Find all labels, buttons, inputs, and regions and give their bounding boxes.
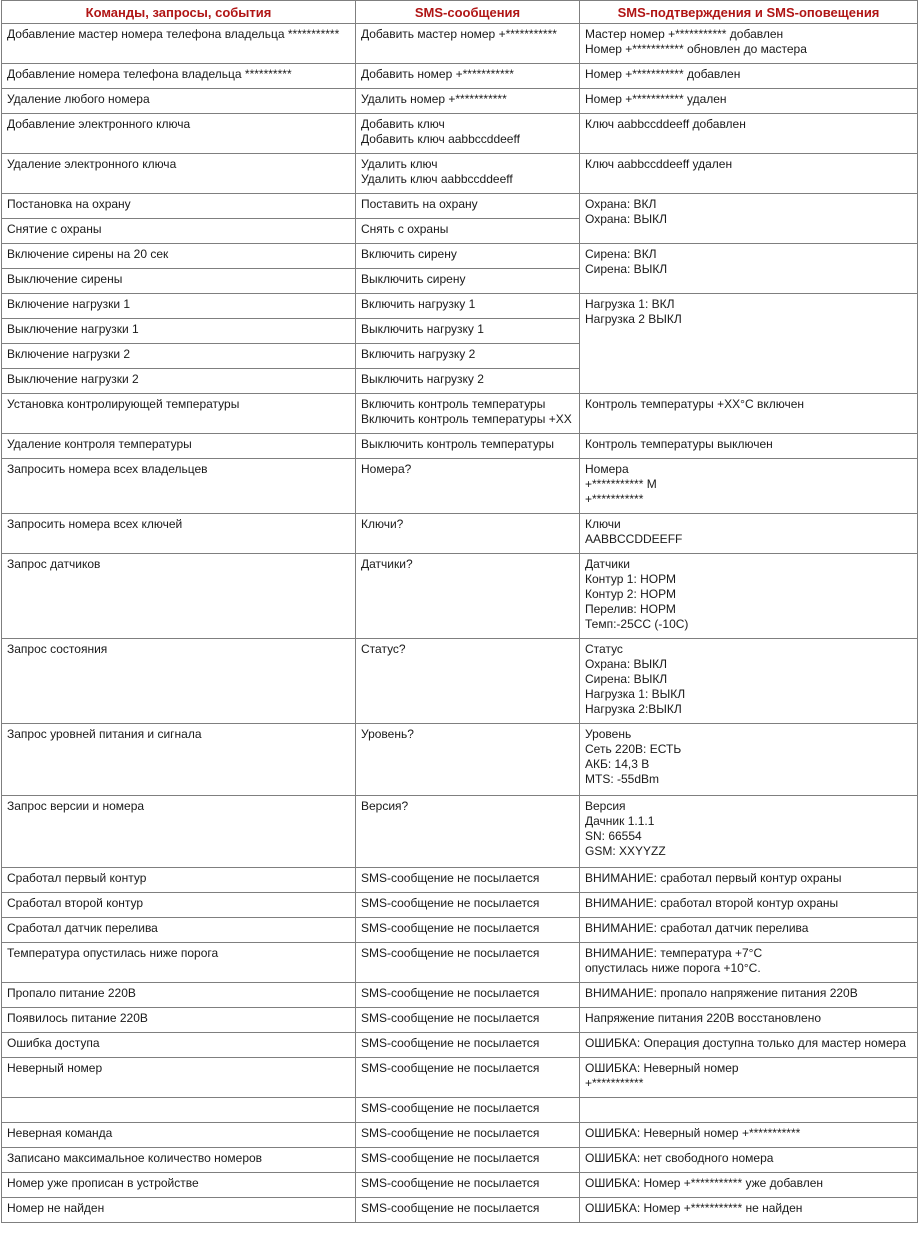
reply-text: Охрана: ВКЛ — [585, 197, 657, 211]
cell-sms — [356, 269, 580, 294]
table-row — [2, 796, 918, 868]
cell-sms — [356, 893, 580, 918]
sms-text: Включить сирену — [361, 247, 457, 261]
sms-text: Поставить на охрану — [361, 197, 478, 211]
cmd-text: Включение нагрузки 2 — [7, 347, 131, 361]
cmd-text: Неверная команда — [7, 1126, 113, 1140]
cell-reply — [580, 1148, 918, 1173]
reply-text: Мастер номер +*********** добавлен — [585, 27, 784, 41]
cell-sms — [356, 89, 580, 114]
cell-sms — [356, 724, 580, 796]
sms-text: SMS-сообщение не посылается — [361, 946, 540, 960]
cell-sms — [356, 319, 580, 344]
cell-cmd — [2, 1033, 356, 1058]
reply-text: Нагрузка 2:ВЫКЛ — [585, 702, 682, 716]
reply-text: SN: 66554 — [585, 829, 642, 843]
table-row — [2, 554, 918, 639]
sms-text: SMS-сообщение не посылается — [361, 871, 540, 885]
sms-text: SMS-сообщение не посылается — [361, 1151, 540, 1165]
cmd-text: Сработал первый контур — [7, 871, 147, 885]
cell-cmd — [2, 459, 356, 514]
cell-sms — [356, 796, 580, 868]
header-sms: SMS-сообщения — [356, 1, 580, 24]
sms-text: Статус? — [361, 642, 406, 656]
cell-reply — [580, 639, 918, 724]
table-row — [2, 983, 918, 1008]
cell-sms — [356, 114, 580, 154]
sms-text: SMS-сообщение не посылается — [361, 921, 540, 935]
reply-text: Сирена: ВКЛ — [585, 247, 657, 261]
reply-text: GSM: XXYYZZ — [585, 844, 666, 858]
cell-sms — [356, 1148, 580, 1173]
reply-text: AABBCCDDEEFF — [585, 532, 683, 546]
cell-cmd — [2, 1148, 356, 1173]
cmd-text: Добавление номера телефона владельца ********** — [7, 67, 292, 81]
reply-text: ВНИМАНИЕ: сработал датчик перелива — [585, 921, 809, 935]
reply-text: Нагрузка 1: ВЫКЛ — [585, 687, 686, 701]
cell-reply — [580, 893, 918, 918]
table-row — [2, 724, 918, 796]
reply-text: опустилась ниже порога +10°C. — [585, 961, 761, 975]
reply-text: Уровень — [585, 727, 632, 741]
cell-cmd — [2, 639, 356, 724]
table-row — [2, 154, 918, 194]
reply-text: Номер +*********** добавлен — [585, 67, 741, 81]
cell-reply — [580, 394, 918, 434]
cell-reply — [580, 943, 918, 983]
reply-text: Темп:-25CC (-10C) — [585, 617, 689, 631]
cell-cmd — [2, 24, 356, 64]
cmd-text: Температура опустилась ниже порога — [7, 946, 219, 960]
cell-reply — [580, 194, 918, 244]
table-row — [2, 1123, 918, 1148]
sms-text: Выключить контроль температуры — [361, 437, 554, 451]
cmd-text: Установка контролирующей температуры — [7, 397, 240, 411]
cmd-text: Включение сирены на 20 сек — [7, 247, 169, 261]
cell-reply — [580, 1198, 918, 1223]
reply-text: Номер +*********** обновлен до мастера — [585, 42, 807, 56]
reply-text: Контроль температуры +XX°C включен — [585, 397, 804, 411]
cell-sms — [356, 154, 580, 194]
reply-text: ОШИБКА: Операция доступна только для мастер номера — [585, 1036, 906, 1050]
cell-cmd — [2, 294, 356, 319]
cmd-text: Постановка на охрану — [7, 197, 131, 211]
reply-text: ОШИБКА: Неверный номер +*********** — [585, 1126, 801, 1140]
table-row — [2, 394, 918, 434]
reply-text: ВНИМАНИЕ: пропало напряжение питания 220В — [585, 986, 858, 1000]
reply-text: Нагрузка 1: ВКЛ — [585, 297, 675, 311]
reply-text: Сирена: ВЫКЛ — [585, 672, 668, 686]
sms-text: SMS-сообщение не посылается — [361, 1176, 540, 1190]
reply-text: ОШИБКА: Номер +*********** уже добавлен — [585, 1176, 823, 1190]
cmd-text: Запрос состояния — [7, 642, 108, 656]
table-row — [2, 459, 918, 514]
reply-text: ВНИМАНИЕ: сработал первый контур охраны — [585, 871, 842, 885]
cell-sms — [356, 344, 580, 369]
cell-cmd — [2, 893, 356, 918]
cell-sms — [356, 1123, 580, 1148]
cell-reply — [580, 1033, 918, 1058]
reply-text: ВНИМАНИЕ: температура +7°C — [585, 946, 763, 960]
table-row — [2, 1148, 918, 1173]
cell-cmd — [2, 554, 356, 639]
cell-cmd — [2, 154, 356, 194]
cmd-text: Добавление мастер номера телефона владельца *********** — [7, 27, 340, 41]
cell-sms — [356, 918, 580, 943]
table-body — [2, 24, 918, 1223]
cell-cmd — [2, 1123, 356, 1148]
sms-text: SMS-сообщение не посылается — [361, 1036, 540, 1050]
sms-text: Удалить ключ — [361, 157, 438, 171]
reply-text: +*********** M — [585, 477, 657, 491]
sms-text: Добавить мастер номер +*********** — [361, 27, 557, 41]
reply-text: Напряжение питания 220В восстановлено — [585, 1011, 821, 1025]
cell-sms — [356, 1198, 580, 1223]
cell-cmd — [2, 1008, 356, 1033]
reply-text: Датчики — [585, 557, 630, 571]
cell-reply — [580, 114, 918, 154]
cell-reply — [580, 459, 918, 514]
cell-reply — [580, 1008, 918, 1033]
cmd-text: Выключение нагрузки 2 — [7, 372, 139, 386]
reply-text: Контур 1: НОРМ — [585, 572, 677, 586]
table-row — [2, 64, 918, 89]
cell-cmd — [2, 1198, 356, 1223]
cell-cmd — [2, 724, 356, 796]
cell-cmd — [2, 796, 356, 868]
cell-cmd — [2, 1173, 356, 1198]
table-row — [2, 1033, 918, 1058]
cell-reply — [580, 294, 918, 394]
reply-text: Номера — [585, 462, 629, 476]
cmd-text: Запрос версии и номера — [7, 799, 145, 813]
header-commands: Команды, запросы, события — [2, 1, 356, 24]
table-row — [2, 434, 918, 459]
table-row — [2, 24, 918, 64]
cell-cmd — [2, 269, 356, 294]
sms-text: Выключить нагрузку 1 — [361, 322, 484, 336]
sms-text: SMS-сообщение не посылается — [361, 986, 540, 1000]
cell-reply — [580, 24, 918, 64]
cell-reply — [580, 514, 918, 554]
cell-cmd — [2, 194, 356, 219]
cell-cmd — [2, 114, 356, 154]
cell-reply — [580, 724, 918, 796]
cmd-text: Пропало питание 220В — [7, 986, 136, 1000]
sms-text: Уровень? — [361, 727, 414, 741]
table-row — [2, 893, 918, 918]
cmd-text: Запросить номера всех владельцев — [7, 462, 208, 476]
cell-sms — [356, 369, 580, 394]
sms-text: Удалить ключ aabbccddeeff — [361, 172, 513, 186]
cell-sms — [356, 983, 580, 1008]
cell-sms — [356, 24, 580, 64]
cell-sms — [356, 394, 580, 434]
cell-cmd — [2, 244, 356, 269]
header-replies: SMS-подтверждения и SMS-оповещения — [580, 1, 918, 24]
cell-cmd — [2, 1098, 356, 1123]
table-row — [2, 89, 918, 114]
reply-text: +*********** — [585, 1076, 644, 1090]
cell-sms — [356, 1033, 580, 1058]
cell-reply — [580, 1058, 918, 1098]
reply-text: Контроль температуры выключен — [585, 437, 773, 451]
sms-text: Добавить номер +*********** — [361, 67, 514, 81]
reply-text: Версия — [585, 799, 626, 813]
sms-text: SMS-сообщение не посылается — [361, 1011, 540, 1025]
cell-reply — [580, 1173, 918, 1198]
cell-sms — [356, 194, 580, 219]
cell-cmd — [2, 434, 356, 459]
cmd-text: Появилось питание 220В — [7, 1011, 148, 1025]
reply-text: Сирена: ВЫКЛ — [585, 262, 668, 276]
reply-text: ОШИБКА: нет свободного номера — [585, 1151, 774, 1165]
table-row — [2, 1058, 918, 1098]
reply-text: ВНИМАНИЕ: сработал второй контур охраны — [585, 896, 839, 910]
sms-text: SMS-сообщение не посылается — [361, 896, 540, 910]
cell-cmd — [2, 344, 356, 369]
sms-text: Выключить нагрузку 2 — [361, 372, 484, 386]
table-row — [2, 918, 918, 943]
cell-cmd — [2, 219, 356, 244]
reply-text: Ключ aabbccddeeff удален — [585, 157, 733, 171]
cmd-text: Номер не найден — [7, 1201, 105, 1215]
reply-text: Охрана: ВЫКЛ — [585, 212, 668, 226]
cell-sms — [356, 943, 580, 983]
sms-text: Датчики? — [361, 557, 413, 571]
cell-sms — [356, 1173, 580, 1198]
table-row — [2, 114, 918, 154]
cell-sms — [356, 459, 580, 514]
reply-text: Статус — [585, 642, 623, 656]
sms-text: Включить нагрузку 1 — [361, 297, 476, 311]
cell-reply — [580, 554, 918, 639]
reply-text: Сеть 220В: ЕСТЬ — [585, 742, 682, 756]
cell-sms — [356, 219, 580, 244]
cmd-text: Неверный номер — [7, 1061, 103, 1075]
cell-sms — [356, 64, 580, 89]
cell-cmd — [2, 868, 356, 893]
reply-text: Номер +*********** удален — [585, 92, 727, 106]
cmd-text: Добавление электронного ключа — [7, 117, 191, 131]
cmd-text: Сработал датчик перелива — [7, 921, 158, 935]
cell-sms — [356, 1058, 580, 1098]
table-row — [2, 244, 918, 269]
sms-text: Включить нагрузку 2 — [361, 347, 476, 361]
cell-sms — [356, 1008, 580, 1033]
cell-reply — [580, 983, 918, 1008]
cmd-text: Записано максимальное количество номеров — [7, 1151, 263, 1165]
cell-reply — [580, 434, 918, 459]
cmd-text: Номер уже прописан в устройстве — [7, 1176, 199, 1190]
cell-cmd — [2, 319, 356, 344]
cell-reply — [580, 1123, 918, 1148]
sms-text: SMS-сообщение не посылается — [361, 1126, 540, 1140]
reply-text: Ключ aabbccddeeff добавлен — [585, 117, 746, 131]
cell-cmd — [2, 514, 356, 554]
cmd-text: Запрос датчиков — [7, 557, 101, 571]
sms-text: Ключи? — [361, 517, 404, 531]
table-row — [2, 1008, 918, 1033]
reply-text: Ключи — [585, 517, 621, 531]
sms-text: Добавить ключ aabbccddeeff — [361, 132, 520, 146]
header-row — [2, 1, 918, 24]
cell-reply — [580, 796, 918, 868]
table-row — [2, 1098, 918, 1123]
sms-text: Удалить номер +*********** — [361, 92, 507, 106]
table-row — [2, 294, 918, 319]
cell-reply — [580, 918, 918, 943]
cell-cmd — [2, 983, 356, 1008]
reply-text: Нагрузка 2 ВЫКЛ — [585, 312, 682, 326]
reply-text: Дачник 1.1.1 — [585, 814, 655, 828]
cell-reply — [580, 154, 918, 194]
table-row — [2, 1198, 918, 1223]
table-row — [2, 194, 918, 219]
sms-text: Версия? — [361, 799, 409, 813]
table-row — [2, 943, 918, 983]
cell-reply — [580, 1098, 918, 1123]
reply-text: ОШИБКА: Номер +*********** не найден — [585, 1201, 803, 1215]
cell-cmd — [2, 943, 356, 983]
cmd-text: Снятие с охраны — [7, 222, 102, 236]
cell-sms — [356, 554, 580, 639]
cmd-text: Запросить номера всех ключей — [7, 517, 183, 531]
cell-cmd — [2, 89, 356, 114]
cell-cmd — [2, 1058, 356, 1098]
cell-reply — [580, 868, 918, 893]
cmd-text: Удаление электронного ключа — [7, 157, 177, 171]
sms-text: Номера? — [361, 462, 412, 476]
sms-text: SMS-сообщение не посылается — [361, 1061, 540, 1075]
sms-text: SMS-сообщение не посылается — [361, 1201, 540, 1215]
reply-text: +*********** — [585, 492, 644, 506]
table-row — [2, 639, 918, 724]
cell-sms — [356, 244, 580, 269]
cell-sms — [356, 514, 580, 554]
table-row — [2, 868, 918, 893]
cmd-text: Выключение сирены — [7, 272, 123, 286]
cell-cmd — [2, 394, 356, 434]
sms-text: Включить контроль температуры — [361, 397, 546, 411]
table-row — [2, 1173, 918, 1198]
cmd-text: Удаление контроля температуры — [7, 437, 192, 451]
cell-sms — [356, 434, 580, 459]
reply-text: Охрана: ВЫКЛ — [585, 657, 668, 671]
commands-table — [1, 0, 918, 1223]
reply-text: ОШИБКА: Неверный номер — [585, 1061, 739, 1075]
cell-sms — [356, 1098, 580, 1123]
cell-reply — [580, 244, 918, 294]
sms-text: Включить контроль температуры +XX — [361, 412, 572, 426]
cmd-text: Запрос уровней питания и сигнала — [7, 727, 202, 741]
cell-sms — [356, 294, 580, 319]
sms-text: Снять с охраны — [361, 222, 449, 236]
sms-text: Выключить сирену — [361, 272, 466, 286]
sms-text: SMS-сообщение не посылается — [361, 1101, 540, 1115]
cmd-text: Ошибка доступа — [7, 1036, 100, 1050]
cell-sms — [356, 868, 580, 893]
reply-text: Контур 2: НОРМ — [585, 587, 677, 601]
cell-sms — [356, 639, 580, 724]
cell-cmd — [2, 64, 356, 89]
reply-text: MTS: -55dBm — [585, 772, 660, 786]
cell-reply — [580, 64, 918, 89]
cell-reply — [580, 89, 918, 114]
cell-cmd — [2, 369, 356, 394]
cmd-text: Сработал второй контур — [7, 896, 144, 910]
table-row — [2, 514, 918, 554]
cell-cmd — [2, 918, 356, 943]
reply-text: Перелив: НОРМ — [585, 602, 676, 616]
cmd-text: Удаление любого номера — [7, 92, 150, 106]
sms-text: Добавить ключ — [361, 117, 445, 131]
reply-text: АКБ: 14,3 В — [585, 757, 650, 771]
cmd-text: Включение нагрузки 1 — [7, 297, 131, 311]
cmd-text: Выключение нагрузки 1 — [7, 322, 139, 336]
